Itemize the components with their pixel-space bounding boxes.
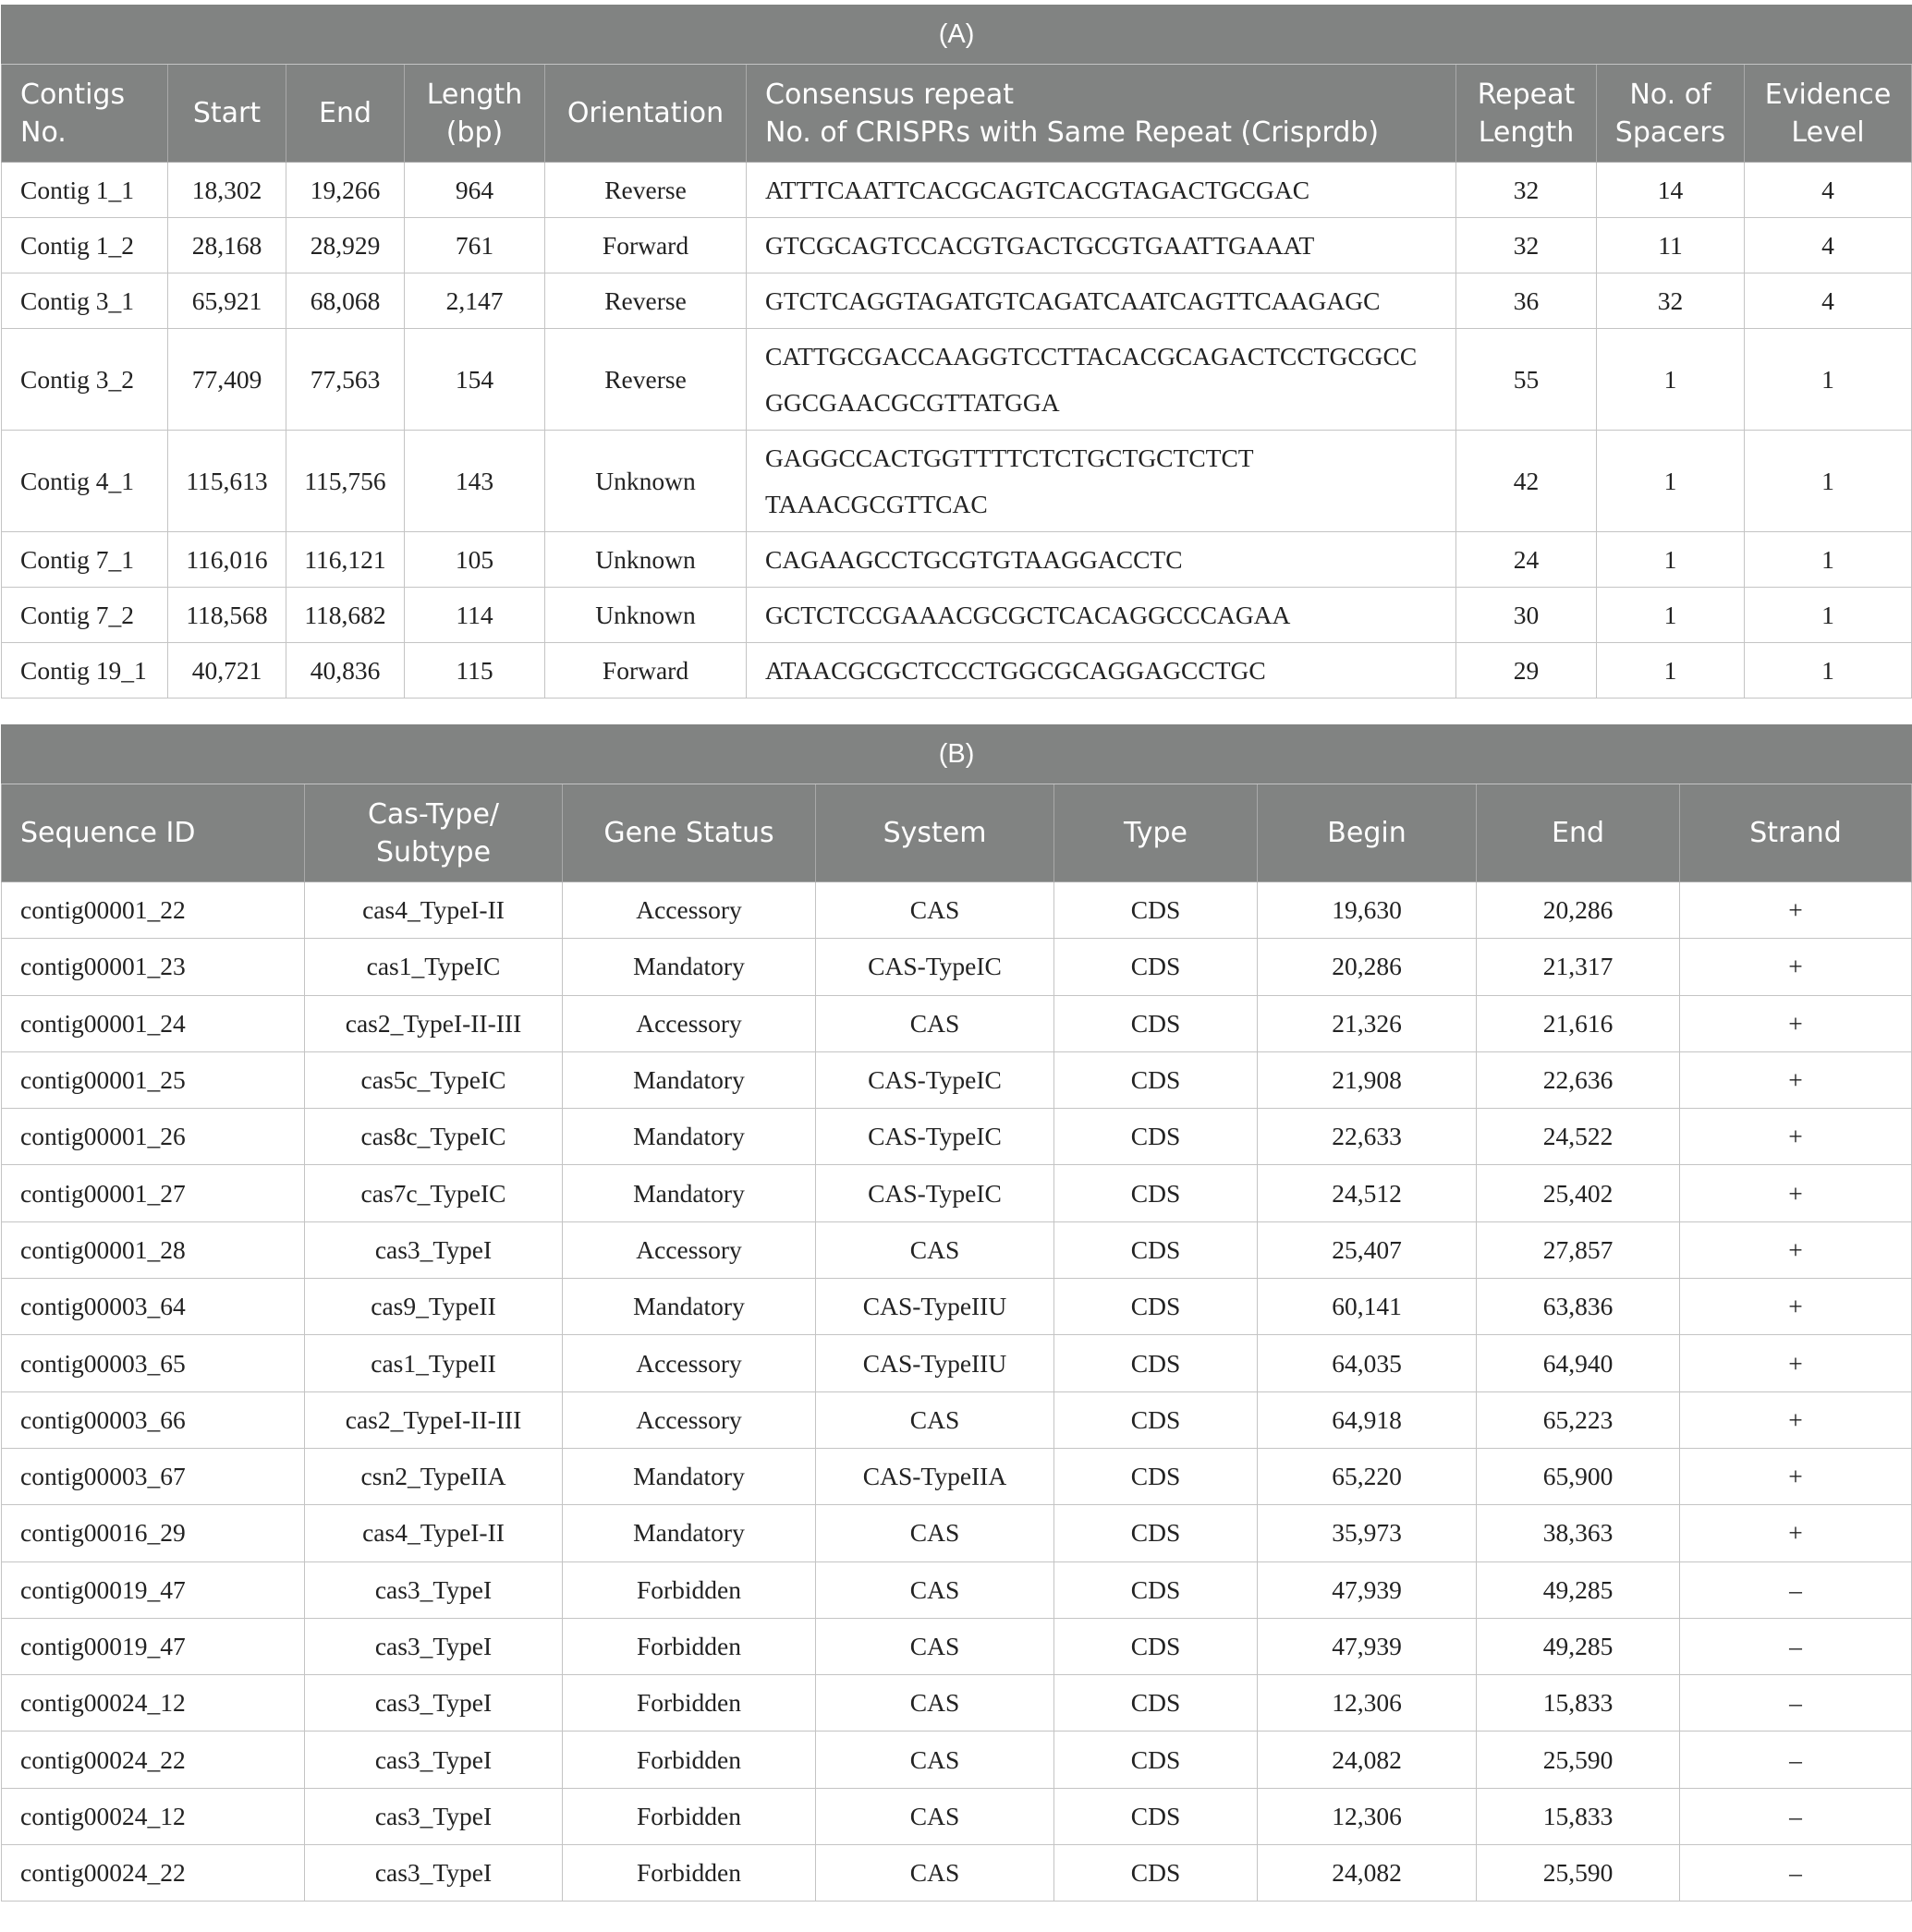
evidence-cell: 1	[1745, 329, 1912, 431]
col-repeat-length: Repeat Length	[1456, 65, 1597, 163]
cas-type-cell: cas3_TypeI	[305, 1561, 563, 1618]
table-row	[2, 329, 1912, 431]
system-cell: CAS-TypeIC	[816, 1109, 1054, 1165]
end-cell: 21,317	[1477, 939, 1680, 995]
end-cell: 27,857	[1477, 1221, 1680, 1278]
gene-status-cell: Mandatory	[563, 1448, 816, 1504]
evidence-cell: 1	[1745, 588, 1912, 643]
repeat-sequence-line1: GTCTCAGGTAGATGTCAGATCAATCAGTTCAAGAGC	[765, 286, 1381, 315]
consensus-repeat-cell	[747, 431, 1456, 532]
end-cell: 38,363	[1477, 1505, 1680, 1561]
end-cell: 65,900	[1477, 1448, 1680, 1504]
table-row	[2, 1505, 1912, 1561]
spacers-cell: 32	[1597, 273, 1745, 329]
cas-type-cell: csn2_TypeIIA	[305, 1448, 563, 1504]
end-cell: 49,285	[1477, 1561, 1680, 1618]
spacers-cell: 14	[1597, 163, 1745, 218]
length-cell: 761	[405, 218, 545, 273]
cas-type-cell: cas3_TypeI	[305, 1845, 563, 1902]
table-row	[2, 1732, 1912, 1788]
type-cell: CDS	[1054, 1618, 1258, 1674]
end-cell: 24,522	[1477, 1109, 1680, 1165]
begin-cell: 65,220	[1258, 1448, 1477, 1504]
sequence-id-cell: contig00003_64	[2, 1279, 305, 1335]
col-strand: Strand	[1680, 784, 1912, 882]
evidence-cell: 4	[1745, 163, 1912, 218]
table-row	[2, 1279, 1912, 1335]
begin-cell: 22,633	[1258, 1109, 1477, 1165]
col-gene-status: Gene Status	[563, 784, 816, 882]
col-begin: Begin	[1258, 784, 1477, 882]
repeat-length-cell: 29	[1456, 643, 1597, 699]
type-cell: CDS	[1054, 1732, 1258, 1788]
col-system: System	[816, 784, 1054, 882]
begin-cell: 21,908	[1258, 1051, 1477, 1108]
repeat-sequence-line2: TAAACGCGTTCAC	[765, 489, 988, 518]
consensus-repeat-cell	[747, 163, 1456, 218]
system-cell: CAS	[816, 1675, 1054, 1732]
length-cell: 105	[405, 532, 545, 588]
end-cell: 22,636	[1477, 1051, 1680, 1108]
table-row	[2, 1675, 1912, 1732]
table-row	[2, 273, 1912, 329]
system-cell: CAS-TypeIIU	[816, 1279, 1054, 1335]
repeat-sequence-line1: GCTCTCCGAAACGCGCTCACAGGCCCAGAA	[765, 600, 1291, 629]
consensus-repeat-cell	[747, 329, 1456, 431]
table-row	[2, 643, 1912, 699]
begin-cell: 19,630	[1258, 882, 1477, 939]
col-contigs-no: Contigs No.	[2, 65, 168, 163]
evidence-cell: 4	[1745, 273, 1912, 329]
end-cell: 19,266	[286, 163, 405, 218]
begin-cell: 21,326	[1258, 995, 1477, 1051]
type-cell: CDS	[1054, 1675, 1258, 1732]
repeat-sequence-line1: GAGGCCACTGGTTTTCTCTGCTGCTCTCT	[765, 443, 1254, 472]
spacers-cell: 11	[1597, 218, 1745, 273]
orientation-cell: Unknown	[545, 431, 747, 532]
table-row	[2, 1165, 1912, 1221]
system-cell: CAS-TypeIIU	[816, 1335, 1054, 1391]
repeat-sequence-line1: ATTTCAATTCACGCAGTCACGTAGACTGCGAC	[765, 175, 1310, 204]
table-row	[2, 218, 1912, 273]
strand-cell: +	[1680, 1165, 1912, 1221]
strand-cell: –	[1680, 1675, 1912, 1732]
col-consensus-line1: Consensus repeat	[765, 78, 1015, 111]
system-cell: CAS	[816, 1561, 1054, 1618]
strand-cell: +	[1680, 1109, 1912, 1165]
start-cell: 18,302	[168, 163, 286, 218]
sequence-id-cell: contig00003_66	[2, 1391, 305, 1448]
begin-cell: 64,035	[1258, 1335, 1477, 1391]
sequence-id-cell: contig00024_22	[2, 1732, 305, 1788]
cas-type-cell: cas7c_TypeIC	[305, 1165, 563, 1221]
repeat-length-cell: 36	[1456, 273, 1597, 329]
cas-type-cell: cas1_TypeII	[305, 1335, 563, 1391]
end-cell: 28,929	[286, 218, 405, 273]
sequence-id-cell: contig00001_26	[2, 1109, 305, 1165]
sequence-id-cell: contig00019_47	[2, 1618, 305, 1674]
consensus-repeat-cell	[747, 532, 1456, 588]
contig-cell: Contig 3_2	[2, 329, 168, 431]
sequence-id-cell: contig00001_22	[2, 882, 305, 939]
cas-type-cell: cas3_TypeI	[305, 1732, 563, 1788]
start-cell: 116,016	[168, 532, 286, 588]
gene-status-cell: Forbidden	[563, 1618, 816, 1674]
consensus-repeat-cell	[747, 218, 1456, 273]
sequence-id-cell: contig00024_12	[2, 1675, 305, 1732]
start-cell: 65,921	[168, 273, 286, 329]
cas-type-cell: cas3_TypeI	[305, 1788, 563, 1844]
end-cell: 15,833	[1477, 1675, 1680, 1732]
cas-type-cell: cas8c_TypeIC	[305, 1109, 563, 1165]
gene-status-cell: Accessory	[563, 1335, 816, 1391]
begin-cell: 60,141	[1258, 1279, 1477, 1335]
strand-cell: +	[1680, 1221, 1912, 1278]
repeat-length-cell: 24	[1456, 532, 1597, 588]
system-cell: CAS-TypeIC	[816, 1165, 1054, 1221]
gene-status-cell: Accessory	[563, 1221, 816, 1278]
cas-type-cell: cas3_TypeI	[305, 1675, 563, 1732]
end-cell: 63,836	[1477, 1279, 1680, 1335]
system-cell: CAS	[816, 1391, 1054, 1448]
gene-status-cell: Accessory	[563, 1391, 816, 1448]
gene-status-cell: Forbidden	[563, 1788, 816, 1844]
sequence-id-cell: contig00003_67	[2, 1448, 305, 1504]
begin-cell: 47,939	[1258, 1561, 1477, 1618]
system-cell: CAS-TypeIC	[816, 939, 1054, 995]
col-evidence-level: Evidence Level	[1745, 65, 1912, 163]
contig-cell: Contig 7_1	[2, 532, 168, 588]
cas-type-cell: cas4_TypeI-II	[305, 1505, 563, 1561]
orientation-cell: Forward	[545, 643, 747, 699]
begin-cell: 25,407	[1258, 1221, 1477, 1278]
table-row	[2, 882, 1912, 939]
table-a-header-row	[2, 65, 1912, 163]
table-row	[2, 163, 1912, 218]
table-row	[2, 995, 1912, 1051]
orientation-cell: Reverse	[545, 163, 747, 218]
gene-status-cell: Accessory	[563, 995, 816, 1051]
repeat-length-cell: 30	[1456, 588, 1597, 643]
repeat-sequence-line1: CATTGCGACCAAGGTCCTTACACGCAGACTCCTGCGCC	[765, 341, 1418, 371]
end-cell: 64,940	[1477, 1335, 1680, 1391]
sequence-id-cell: contig00003_65	[2, 1335, 305, 1391]
type-cell: CDS	[1054, 1109, 1258, 1165]
start-cell: 118,568	[168, 588, 286, 643]
gene-status-cell: Mandatory	[563, 939, 816, 995]
evidence-cell: 1	[1745, 431, 1912, 532]
contig-cell: Contig 19_1	[2, 643, 168, 699]
strand-cell: +	[1680, 1279, 1912, 1335]
orientation-cell: Unknown	[545, 532, 747, 588]
crispr-array-table	[1, 5, 1912, 699]
strand-cell: –	[1680, 1561, 1912, 1618]
begin-cell: 47,939	[1258, 1618, 1477, 1674]
sequence-id-cell: contig00001_23	[2, 939, 305, 995]
repeat-sequence-line1: GTCGCAGTCCACGTGACTGCGTGAATTGAAAT	[765, 230, 1315, 260]
type-cell: CDS	[1054, 1051, 1258, 1108]
length-cell: 143	[405, 431, 545, 532]
spacers-cell: 1	[1597, 588, 1745, 643]
col-consensus-repeat	[747, 65, 1456, 163]
col-cas-type	[305, 784, 563, 882]
begin-cell: 24,082	[1258, 1732, 1477, 1788]
end-cell: 115,756	[286, 431, 405, 532]
system-cell: CAS-TypeIIA	[816, 1448, 1054, 1504]
sequence-id-cell: contig00024_12	[2, 1788, 305, 1844]
begin-cell: 12,306	[1258, 1675, 1477, 1732]
strand-cell: –	[1680, 1618, 1912, 1674]
consensus-repeat-cell	[747, 273, 1456, 329]
end-cell: 116,121	[286, 532, 405, 588]
table-row	[2, 1618, 1912, 1674]
system-cell: CAS	[816, 1505, 1054, 1561]
strand-cell: +	[1680, 939, 1912, 995]
col-orientation: Orientation	[545, 65, 747, 163]
gene-status-cell: Mandatory	[563, 1165, 816, 1221]
strand-cell: +	[1680, 995, 1912, 1051]
contig-cell: Contig 1_2	[2, 218, 168, 273]
table-row	[2, 1788, 1912, 1844]
table-row	[2, 532, 1912, 588]
cas-genes-table	[1, 724, 1912, 1902]
spacers-cell: 1	[1597, 643, 1745, 699]
start-cell: 77,409	[168, 329, 286, 431]
col-no-spacers: No. of Spacers	[1597, 65, 1745, 163]
cas-type-cell: cas4_TypeI-II	[305, 882, 563, 939]
end-cell: 25,590	[1477, 1845, 1680, 1902]
contig-cell: Contig 7_2	[2, 588, 168, 643]
type-cell: CDS	[1054, 1505, 1258, 1561]
table-row	[2, 588, 1912, 643]
system-cell: CAS-TypeIC	[816, 1051, 1054, 1108]
type-cell: CDS	[1054, 1391, 1258, 1448]
type-cell: CDS	[1054, 1845, 1258, 1902]
evidence-cell: 4	[1745, 218, 1912, 273]
orientation-cell: Reverse	[545, 273, 747, 329]
end-cell: 68,068	[286, 273, 405, 329]
cas-type-cell: cas1_TypeIC	[305, 939, 563, 995]
begin-cell: 12,306	[1258, 1788, 1477, 1844]
gene-status-cell: Mandatory	[563, 1279, 816, 1335]
consensus-repeat-cell	[747, 643, 1456, 699]
col-type: Type	[1054, 784, 1258, 882]
repeat-sequence-line1: CAGAAGCCTGCGTGTAAGGACCTC	[765, 544, 1183, 574]
end-cell: 25,590	[1477, 1732, 1680, 1788]
end-cell: 65,223	[1477, 1391, 1680, 1448]
strand-cell: –	[1680, 1845, 1912, 1902]
length-cell: 964	[405, 163, 545, 218]
begin-cell: 64,918	[1258, 1391, 1477, 1448]
gene-status-cell: Accessory	[563, 882, 816, 939]
col-cas-type-line1: Cas-Type/	[367, 797, 500, 831]
type-cell: CDS	[1054, 882, 1258, 939]
contig-cell: Contig 3_1	[2, 273, 168, 329]
system-cell: CAS	[816, 882, 1054, 939]
sequence-id-cell: contig00016_29	[2, 1505, 305, 1561]
system-cell: CAS	[816, 1788, 1054, 1844]
sequence-id-cell: contig00001_27	[2, 1165, 305, 1221]
consensus-repeat-cell	[747, 588, 1456, 643]
strand-cell: +	[1680, 1391, 1912, 1448]
repeat-sequence-line1: ATAACGCGCTCCCTGGCGCAGGAGCCTGC	[765, 655, 1266, 685]
gene-status-cell: Forbidden	[563, 1732, 816, 1788]
begin-cell: 24,082	[1258, 1845, 1477, 1902]
type-cell: CDS	[1054, 939, 1258, 995]
col-length: Length (bp)	[405, 65, 545, 163]
contig-cell: Contig 1_1	[2, 163, 168, 218]
type-cell: CDS	[1054, 1335, 1258, 1391]
length-cell: 114	[405, 588, 545, 643]
type-cell: CDS	[1054, 1788, 1258, 1844]
strand-cell: –	[1680, 1732, 1912, 1788]
gene-status-cell: Mandatory	[563, 1505, 816, 1561]
table-a-title: (A)	[2, 6, 1912, 65]
cas-type-cell: cas5c_TypeIC	[305, 1051, 563, 1108]
table-row	[2, 1845, 1912, 1902]
repeat-length-cell: 42	[1456, 431, 1597, 532]
end-cell: 49,285	[1477, 1618, 1680, 1674]
strand-cell: –	[1680, 1788, 1912, 1844]
table-row	[2, 431, 1912, 532]
gene-status-cell: Forbidden	[563, 1845, 816, 1902]
col-cas-type-line2: Subtype	[375, 835, 492, 869]
orientation-cell: Unknown	[545, 588, 747, 643]
table-gap	[0, 699, 1912, 724]
orientation-cell: Forward	[545, 218, 747, 273]
strand-cell: +	[1680, 882, 1912, 939]
end-cell: 40,836	[286, 643, 405, 699]
strand-cell: +	[1680, 1335, 1912, 1391]
length-cell: 2,147	[405, 273, 545, 329]
col-consensus-line2: No. of CRISPRs with Same Repeat (Crisprdb)	[765, 115, 1380, 149]
end-cell: 25,402	[1477, 1165, 1680, 1221]
table-row	[2, 1109, 1912, 1165]
type-cell: CDS	[1054, 1165, 1258, 1221]
table-row	[2, 1051, 1912, 1108]
type-cell: CDS	[1054, 1448, 1258, 1504]
gene-status-cell: Forbidden	[563, 1675, 816, 1732]
sequence-id-cell: contig00001_25	[2, 1051, 305, 1108]
repeat-length-cell: 55	[1456, 329, 1597, 431]
system-cell: CAS	[816, 995, 1054, 1051]
end-cell: 15,833	[1477, 1788, 1680, 1844]
col-sequence-id: Sequence ID	[2, 784, 305, 882]
sequence-id-cell: contig00024_22	[2, 1845, 305, 1902]
end-cell: 77,563	[286, 329, 405, 431]
end-cell: 118,682	[286, 588, 405, 643]
col-end: End	[286, 65, 405, 163]
type-cell: CDS	[1054, 995, 1258, 1051]
table-b-title: (B)	[2, 725, 1912, 784]
start-cell: 115,613	[168, 431, 286, 532]
strand-cell: +	[1680, 1448, 1912, 1504]
spacers-cell: 1	[1597, 532, 1745, 588]
start-cell: 28,168	[168, 218, 286, 273]
table-row	[2, 1221, 1912, 1278]
table-row	[2, 1561, 1912, 1618]
sequence-id-cell: contig00019_47	[2, 1561, 305, 1618]
col-start: Start	[168, 65, 286, 163]
repeat-length-cell: 32	[1456, 218, 1597, 273]
contig-cell: Contig 4_1	[2, 431, 168, 532]
orientation-cell: Reverse	[545, 329, 747, 431]
table-b-header-row	[2, 784, 1912, 882]
cas-type-cell: cas2_TypeI-II-III	[305, 1391, 563, 1448]
evidence-cell: 1	[1745, 532, 1912, 588]
table-row	[2, 1335, 1912, 1391]
strand-cell: +	[1680, 1051, 1912, 1108]
sequence-id-cell: contig00001_28	[2, 1221, 305, 1278]
type-cell: CDS	[1054, 1279, 1258, 1335]
type-cell: CDS	[1054, 1561, 1258, 1618]
length-cell: 115	[405, 643, 545, 699]
spacers-cell: 1	[1597, 431, 1745, 532]
gene-status-cell: Mandatory	[563, 1051, 816, 1108]
gene-status-cell: Mandatory	[563, 1109, 816, 1165]
begin-cell: 20,286	[1258, 939, 1477, 995]
cas-type-cell: cas3_TypeI	[305, 1618, 563, 1674]
cas-type-cell: cas9_TypeII	[305, 1279, 563, 1335]
table-row	[2, 1391, 1912, 1448]
begin-cell: 35,973	[1258, 1505, 1477, 1561]
gene-status-cell: Forbidden	[563, 1561, 816, 1618]
system-cell: CAS	[816, 1618, 1054, 1674]
repeat-sequence-line2: GGCGAACGCGTTATGGA	[765, 387, 1060, 417]
cas-type-cell: cas2_TypeI-II-III	[305, 995, 563, 1051]
table-row	[2, 1448, 1912, 1504]
system-cell: CAS	[816, 1221, 1054, 1278]
table-row	[2, 939, 1912, 995]
sequence-id-cell: contig00001_24	[2, 995, 305, 1051]
col-end-b: End	[1477, 784, 1680, 882]
end-cell: 21,616	[1477, 995, 1680, 1051]
spacers-cell: 1	[1597, 329, 1745, 431]
end-cell: 20,286	[1477, 882, 1680, 939]
type-cell: CDS	[1054, 1221, 1258, 1278]
system-cell: CAS	[816, 1732, 1054, 1788]
cas-type-cell: cas3_TypeI	[305, 1221, 563, 1278]
strand-cell: +	[1680, 1505, 1912, 1561]
system-cell: CAS	[816, 1845, 1054, 1902]
start-cell: 40,721	[168, 643, 286, 699]
repeat-length-cell: 32	[1456, 163, 1597, 218]
begin-cell: 24,512	[1258, 1165, 1477, 1221]
page	[0, 5, 1912, 1902]
length-cell: 154	[405, 329, 545, 431]
evidence-cell: 1	[1745, 643, 1912, 699]
